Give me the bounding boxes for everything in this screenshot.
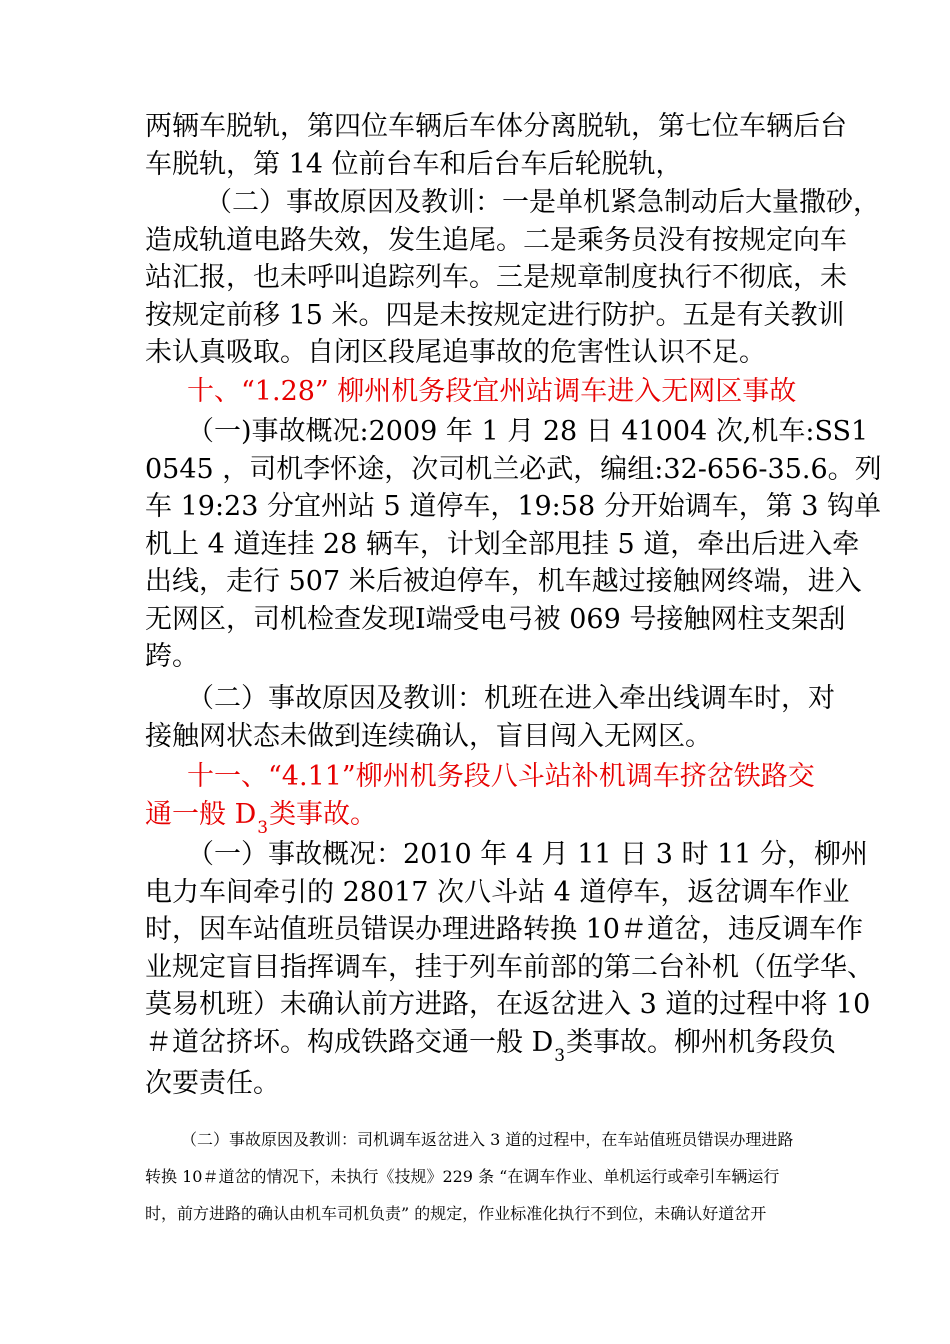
text-line: 电力车间牵引的 28017 次八斗站 4 道停车，返岔调车作业 <box>145 876 850 908</box>
text-line: 车脱轨，第 14 位前台车和后台车后轮脱轨， <box>145 148 683 180</box>
paragraph-overview-11 <box>145 836 874 1103</box>
text-line: （二）事故原因及教训：司机调车返岔进入 3 道的过程中，在车站值班员错误办理进路 <box>181 1130 794 1149</box>
heading-text: 十一、“4.11”柳州机务段八斗站补机调车挤岔铁路交 <box>187 761 815 792</box>
text-line: 车 19:23 分宜州站 5 道停车，19:58 分开始调车，第 3 钩单 <box>145 491 882 522</box>
text-line: 跨。 <box>145 641 199 672</box>
text-line: （一)事故概况:2009 年 1 月 28 日 41004 次,机车:SS1 <box>187 416 869 447</box>
paragraph-overview-10 <box>145 413 882 676</box>
paragraph-cause-lessons-1 <box>145 184 880 372</box>
text-line: 造成轨道电路失效，发生追尾。二是乘务员没有按规定向车 <box>145 224 847 256</box>
text-line: 莫易机班）未确认前方进路，在返岔进入 3 道的过程中将 10 <box>145 989 871 1020</box>
subscript: 3 <box>257 817 269 838</box>
text-line: 机上 4 道连挂 28 辆车，计划全部甩挂 5 道，牵出后进入牵 <box>145 528 860 560</box>
text-part: 类事故。柳州机务段负 <box>566 1026 837 1058</box>
text-line: 出线，走行 507 米后被迫停车，机车越过接触网终端，进入 <box>145 566 862 597</box>
text-line: 按规定前移 15 米。四是未按规定进行防护。五是有关教训 <box>145 299 845 331</box>
text-line: 时，前方进路的确认由机车司机负责” 的规定，作业标准化执行不到位，未确认好道岔开 <box>145 1204 767 1223</box>
heading-text-part: 类事故。 <box>269 798 378 830</box>
heading-text: 十、“1.28” 柳州机务段宜州站调车进入无网区事故 <box>187 376 797 407</box>
text-line: 业规定盲目指挥调车，挂于列车前部的第二台补机（伍学华、 <box>145 951 874 983</box>
text-line: 次要责任。 <box>145 1068 280 1099</box>
text-line: 未认真吸取。自闭区段尾追事故的危害性认识不足。 <box>145 337 766 368</box>
text-line: （二）事故原因及教训：一是单机紧急制动后大量撒砂， <box>205 187 880 218</box>
heading-accident-11 <box>145 758 815 838</box>
text-line: 转换 10＃道岔的情况下，未执行《技规》229 条 “在调车作业、单机运行或牵引车辆运行 <box>145 1167 780 1186</box>
text-line: （二）事故原因及教训：机班在进入牵出线调车时，对 <box>187 683 835 714</box>
heading-text-part: 通一般 D <box>145 798 257 830</box>
text-line <box>145 1024 837 1066</box>
text-part: ＃道岔挤坏。构成铁路交通一般 D <box>145 1026 554 1058</box>
text-line: 接触网状态未做到连续确认，盲目闯入无网区。 <box>145 720 712 752</box>
text-line: 两辆车脱轨，第四位车辆后车体分离脱轨，第七位车辆后台 <box>145 111 847 142</box>
text-line: 无网区，司机检查发现Ⅰ端受电弓被 069 号接触网柱支架刮 <box>145 603 846 635</box>
paragraph-cause-lessons-10 <box>145 680 835 755</box>
paragraph-derailment-continued <box>145 108 847 183</box>
subscript: 3 <box>554 1045 566 1066</box>
heading-accident-10 <box>145 373 810 411</box>
paragraph-cause-lessons-11 <box>145 1121 810 1232</box>
text-line: 0545 ，司机李怀途，次司机兰必武，编组:32-656-35.6。列 <box>145 453 882 485</box>
text-line: 站汇报，也未呼叫追踪列车。三是规章制度执行不彻底，未 <box>145 262 847 293</box>
text-line: 时，因车站值班员错误办理进路转换 10＃道岔，违反调车作 <box>145 914 863 945</box>
text-line: （一）事故概况：2010 年 4 月 11 日 3 时 11 分，柳州 <box>187 839 869 870</box>
heading-text <box>145 796 810 838</box>
